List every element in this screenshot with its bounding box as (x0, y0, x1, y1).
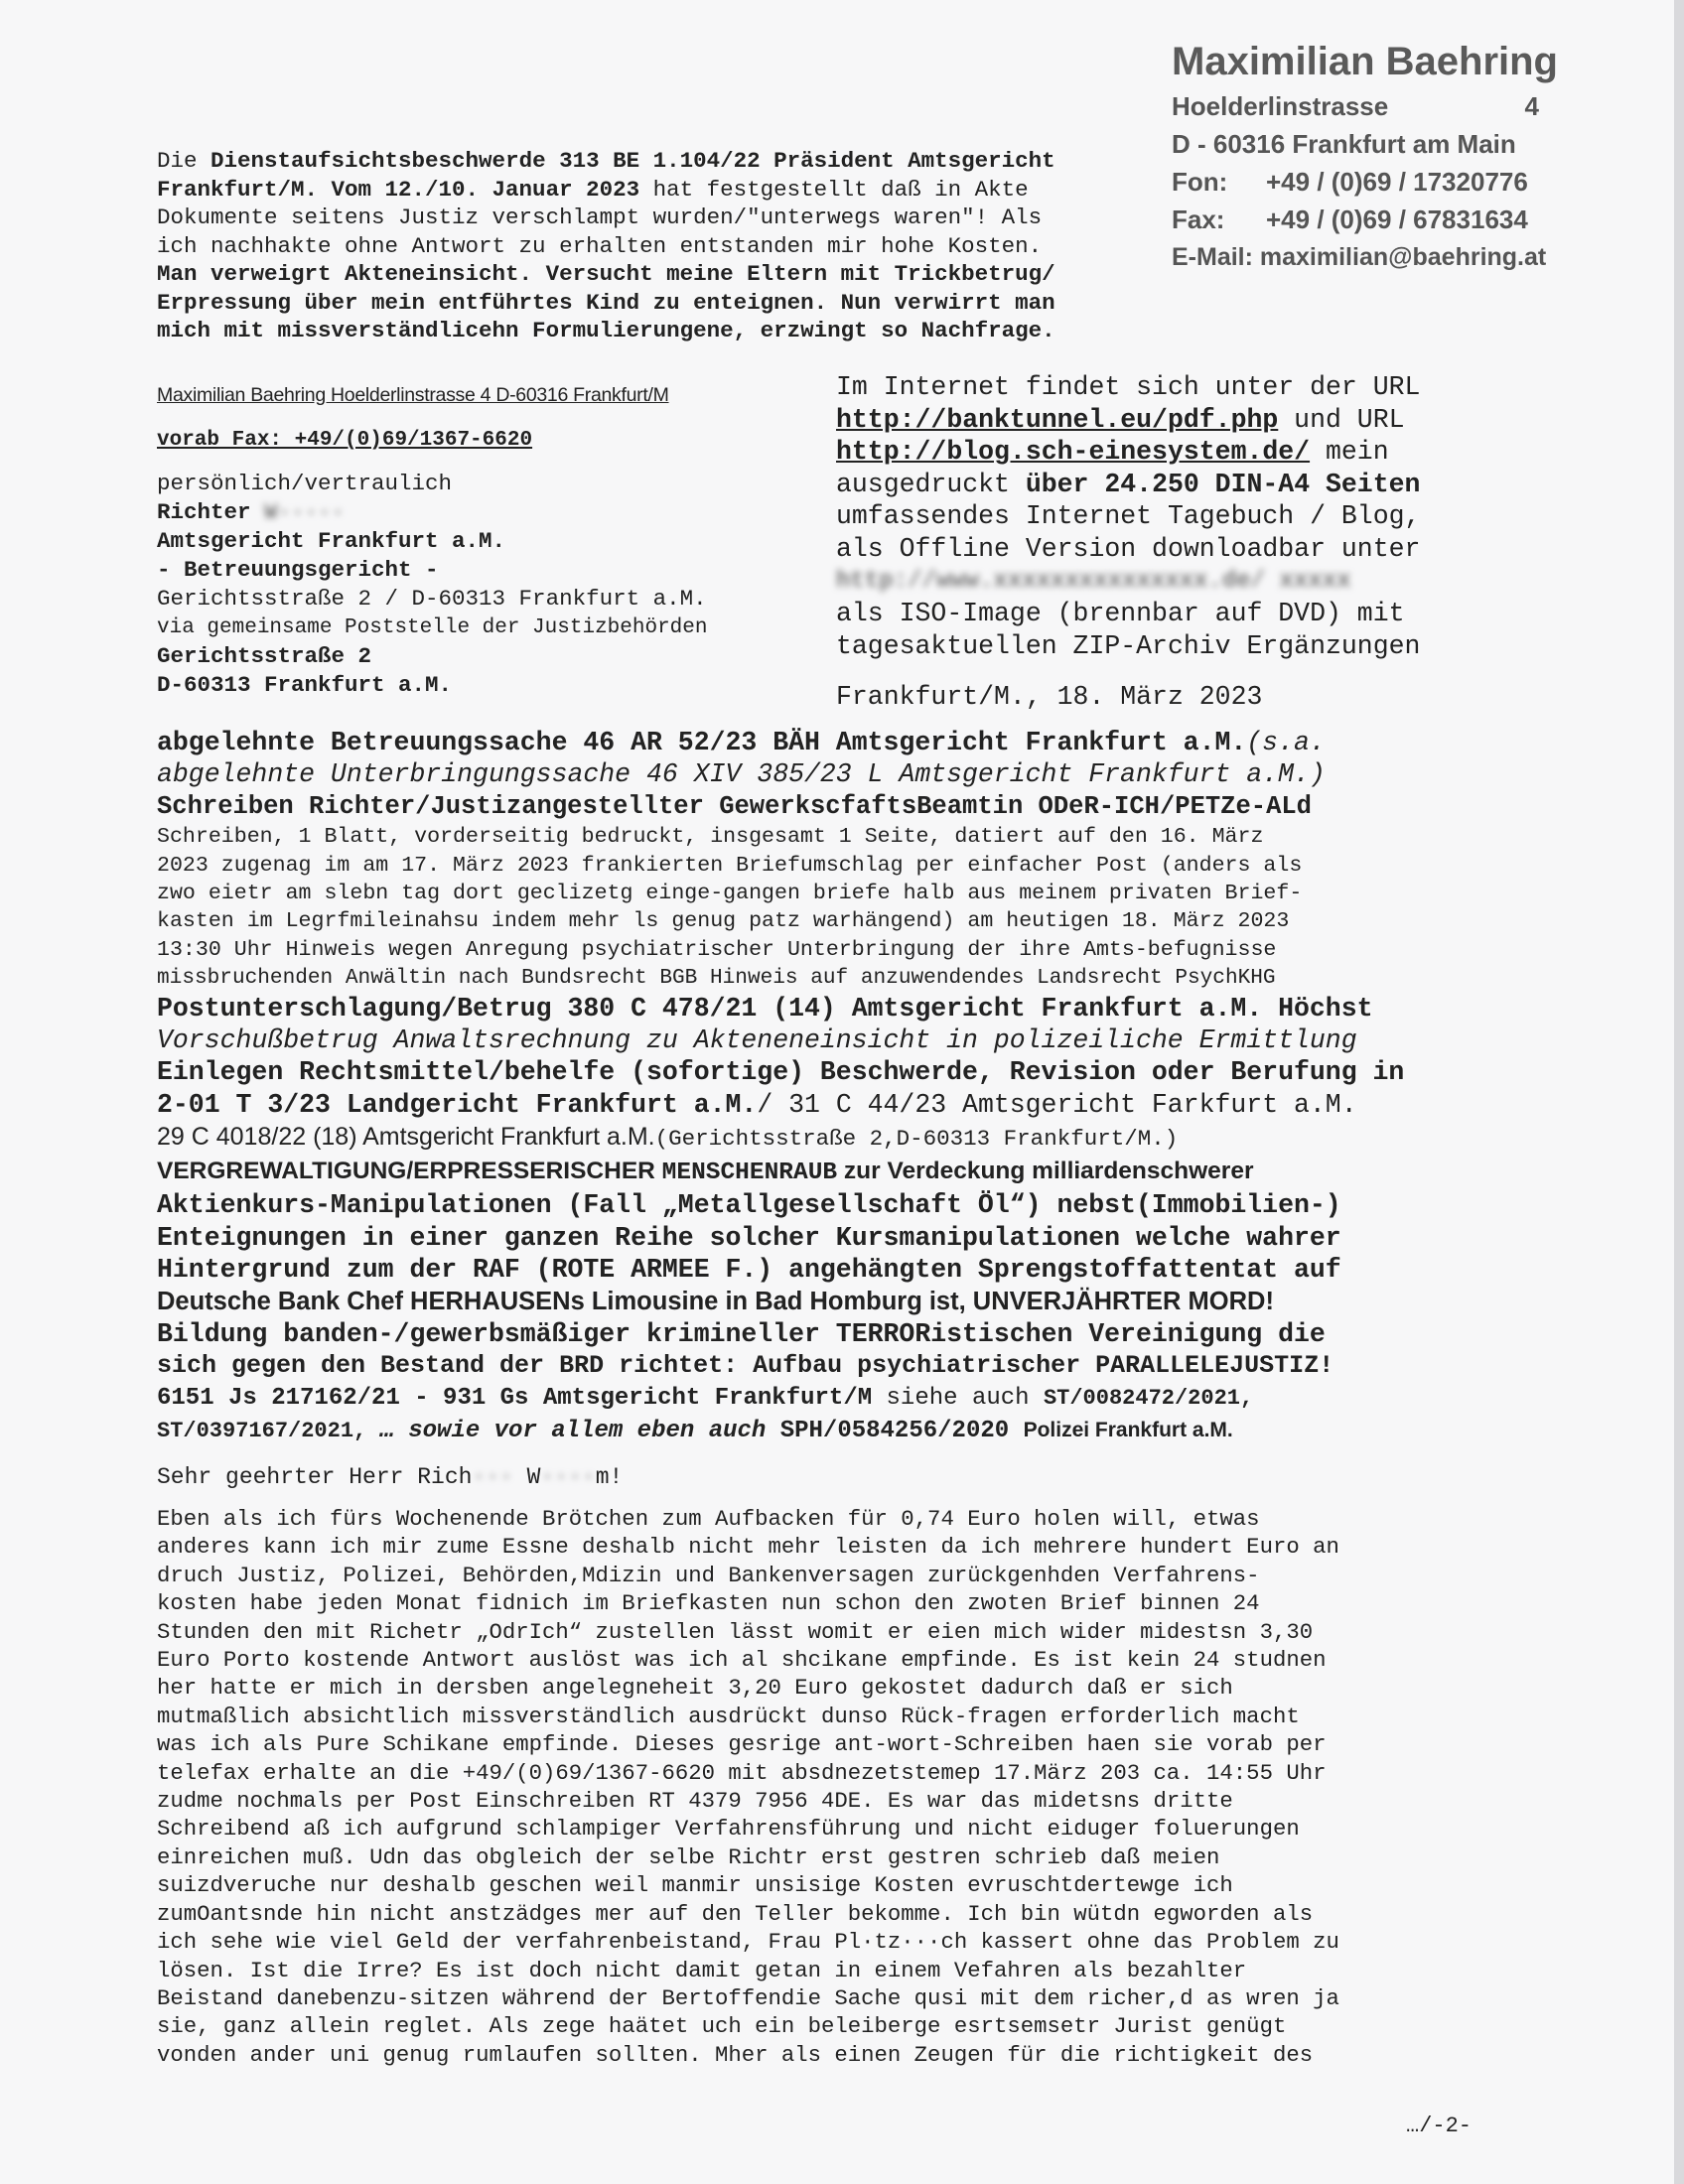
notice-line: Erpressung über mein entführtes Kind zu enteignen. Nun verwirrt man (157, 289, 1055, 316)
body-line: zudme nochmals per Post Einschreiben RT 4379 7956 4DE. Es war das midetsns dritte (157, 1788, 1233, 1815)
body-line: vonden ander uni genug rumlaufen sollten. Mher als einen Zeugen für die richtigkeit des (157, 2041, 1314, 2068)
sender-house-number: 4 (1524, 91, 1539, 121)
info-line: ausgedruckt über 24.250 DIN-A4 Seiten (836, 469, 1421, 499)
redacted-url: http://www.xxxxxxxxxxxxxxx.de/ xxxxx (836, 567, 1351, 595)
address-line: persönlich/vertraulich (157, 471, 453, 496)
salutation: Sehr geehrter Herr Rich··· W····m! (157, 1464, 624, 1490)
body-line: lösen. Ist die Irre? Es ist doch nicht damit getan in einem Vefahren als bezahlter (157, 1957, 1247, 1983)
detail-line: missbruchenden Anwältin nach Bundsrecht BGB Hinweis auf anzuwendendes Landsrecht PsychKHG (157, 966, 1276, 991)
sender-phone-row (1172, 163, 1569, 201)
accusation-line: Bildung banden-/gewerbsmäßiger krimineller TERRORistischen Vereinigung die (157, 1318, 1326, 1349)
notice-paragraph (157, 147, 1160, 345)
case-line: 29 C 4018/22 (18) Amtsgericht Frankfurt a.M.(Gerichtsstraße 2,D-60313 Frankfurt/M.) (157, 1123, 1179, 1153)
accusation-line: Enteignungen in einer ganzen Reihe solcher Kursmanipulationen welche wahrer (157, 1222, 1341, 1253)
body-line: Beistand danebenzu-sitzen während der Bertoffendie Sache qusi mit dem richer,d as wren ja (157, 1984, 1339, 2011)
return-address-line: Maximilian Baehring Hoelderlinstrasse 4 D-60316 Frankfurt/M (157, 384, 669, 406)
accusation-line: Aktienkurs-Manipulationen (Fall „Metallgesellschaft Öl“) nebst(Immobilien-) (157, 1190, 1341, 1221)
body-line: was ich als Pure Schikane empfinde. Dieses gesrige ant-wort-Schreiben haen sie vorab per (157, 1731, 1327, 1758)
fax-label: Fax: (1172, 205, 1225, 234)
redacted-name: ··· (472, 1464, 513, 1490)
url-link[interactable]: http://banktunnel.eu/pdf.php (836, 404, 1279, 435)
notice-line: ich nachhakte ohne Antwort zu erhalten entstanden mir hohe Kosten. (157, 232, 1043, 259)
recipient-address (157, 470, 832, 700)
body-line: suizdveruche nur deshalb geschen weil manmir unsisige Kosten evruschtdertewge ich (157, 1872, 1233, 1899)
subject-line: abgelehnte Unterbringungssache 46 XIV 385/23 L Amtsgericht Frankfurt a.M.) (157, 759, 1326, 790)
info-line: tagesaktuellen ZIP-Archiv Ergänzungen (836, 630, 1421, 661)
accusation-line: Deutsche Bank Chef HERHAUSENs Limousine in Bad Homburg ist, UNVERJÄHRTER MORD! (157, 1288, 1274, 1316)
info-line: als ISO-Image (brennbar auf DVD) mit (836, 599, 1405, 629)
notice-line: Dokumente seitens Justiz verschlampt wurden/"unterwegs waren"! Als (157, 205, 1043, 230)
body-line: Euro Porto kostende Antwort auslöst was ich al shcikane empfinde. Es ist kein 24 studnen (157, 1647, 1327, 1674)
reference-line: 6151 Js 217162/21 - 931 Gs Amtsgericht Frankfurt/M siehe auch ST/0082472/2021, (157, 1384, 1254, 1412)
info-line: http://banktunnel.eu/pdf.php und URL (836, 404, 1405, 435)
advance-fax-line: vorab Fax: +49/(0)69/1367-6620 (157, 429, 533, 452)
page-continuation-marker: …/-2- (1406, 2114, 1473, 2138)
notice-line: mich mit missverständlicehn Formulierungene, erzwingt so Nachfrage. (157, 318, 1055, 343)
sender-street: Hoelderlinstrasse (1172, 91, 1389, 121)
notice-line: Man verweigrt Akteneinsicht. Versucht meine Eltern mit Trickbetrug/ (157, 261, 1055, 287)
sender-name: Maximilian Baehring (1172, 40, 1558, 83)
body-line: druch Justiz, Polizei, Behörden,Mdizin und Bankenversagen zurückgenhden Verfahrens- (157, 1562, 1260, 1588)
subject-line: Schreiben Richter/Justizangestellter GewerkscfaftsBeamtin ODeR-ICH/PETZe-ALd (157, 791, 1312, 821)
address-line: - Betreuungsgericht - (157, 557, 439, 583)
subject-line: abgelehnte Betreuungssache 46 AR 52/23 BÄH Amtsgericht Frankfurt a.M.(s.a. (157, 728, 1326, 757)
phone-number: +49 / (0)69 / 17320776 (1266, 167, 1528, 197)
case-line: Einlegen Rechtsmittel/behelfe (sofortige) Beschwerde, Revision oder Berufung in (157, 1057, 1405, 1088)
reference-line: ST/0397167/2021, … sowie vor allem eben auch SPH/0584256/2020 Polizei Frankfurt a.M. (157, 1417, 1233, 1444)
sender-fax-row (1172, 201, 1569, 238)
body-line: zumOantsnde hin nicht anstzädges mer auf den Teller bekomme. Ich bin wütdn egworden als (157, 1900, 1314, 1927)
body-line: einreichen muß. Udn das obgleich der selbe Richtr erst gestren schrieb daß meien (157, 1843, 1220, 1870)
detail-line: kasten im Legrfmileinahsu indem mehr ls genug patz warhängend) am heutigen 18. März 2023 (157, 909, 1290, 934)
redacted-name: ···· (540, 1464, 596, 1490)
sender-street-row (1172, 87, 1569, 125)
detail-line: 2023 zugenag im am 17. März 2023 frankierten Briefumschlag per einfacher Post (anders als (157, 853, 1303, 878)
address-line: Gerichtsstraße 2 (157, 643, 372, 669)
url-link[interactable]: http://blog.sch-einesystem.de/ (836, 437, 1311, 468)
accusation-line: Hintergrund zum der RAF (ROTE ARMEE F.) angehängten Sprengstoffattentat auf (157, 1254, 1341, 1285)
sender-city: D - 60316 Frankfurt am Main (1172, 129, 1516, 159)
letterhead (1172, 36, 1569, 276)
detail-line: Schreiben, 1 Blatt, vorderseitig bedruckt, insgesamt 1 Seite, datiert auf den 16. März (157, 825, 1264, 850)
address-line: D-60313 Frankfurt a.M. (157, 672, 453, 698)
body-line: sie, ganz allein reglet. Als zege haätet uch ein beleiberge esrtsemsetr Jurist genügt (157, 2013, 1287, 2040)
address-line: Richter W····· (157, 499, 346, 525)
phone-label: Fon: (1172, 167, 1228, 197)
address-line: Amtsgericht Frankfurt a.M. (157, 528, 506, 554)
fax-number: +49 / (0)69 / 67831634 (1266, 205, 1528, 234)
letter-body (157, 1505, 1507, 2069)
letter-date: Frankfurt/M., 18. März 2023 (836, 682, 1263, 712)
internet-info (836, 371, 1491, 662)
notice-line: Frankfurt/M. Vom 12./10. Januar 2023 hat festgestellt daß in Akte (157, 176, 1029, 203)
accusation-line: VERGREWALTIGUNG/ERPRESSERISCHER MENSCHENRAUB zur Verdeckung milliardenschwerer (157, 1157, 1254, 1186)
body-line: Schreibend aß ich aufgrund schlampiger Verfahrensführung und nicht eiduger foluerungen (157, 1816, 1300, 1843)
detail-line: zwo eietr am slebn tag dort geclizetg einge-gangen briefe halb aus meinem privaten Brief- (157, 882, 1303, 906)
detail-line: 13:30 Uhr Hinweis wegen Anregung psychiatrischer Unterbringung der ihre Amts-befugnisse (157, 937, 1277, 962)
body-line: ich sehe wie viel Geld der verfahrenbeistand, Frau Pl·tz···ch kassert ohne das Problem zu (157, 1929, 1339, 1956)
address-line: via gemeinsame Poststelle der Justizbehörden (157, 616, 708, 639)
info-line: Im Internet findet sich unter der URL (836, 372, 1421, 402)
case-line: 2-01 T 3/23 Landgericht Frankfurt a.M./ 31 C 44/23 Amtsgericht Farkfurt a.M. (157, 1089, 1357, 1120)
info-line: als Offline Version downloadbar unter (836, 533, 1421, 564)
body-line: anderes kann ich mir zume Essne deshalb nicht mehr leisten da ich mehrere hundert Euro an (157, 1534, 1339, 1561)
redacted-name: W····· (264, 499, 346, 525)
body-line: Stunden den mit Richetr „OdrIch“ zustellen lässt womit er eien mich wider midestsn 3,30 (157, 1618, 1314, 1645)
case-line: Postunterschlagung/Betrug 380 C 478/21 (14) Amtsgericht Frankfurt a.M. Höchst (157, 993, 1373, 1024)
body-line: her hatte er mich in dersben angelegneheit 3,20 Euro gekostet dadurch daß er sich (157, 1675, 1233, 1702)
address-line: Gerichtsstraße 2 / D-60313 Frankfurt a.M. (157, 586, 707, 612)
sender-email: E-Mail: maximilian@baehring.at (1172, 243, 1547, 271)
notice-line: Die Dienstaufsichtsbeschwerde 313 BE 1.104/22 Präsident Amtsgericht (157, 148, 1055, 174)
accusation-line: sich gegen den Bestand der BRD richtet: Aufbau psychiatrischer PARALLELEJUSTIZ! (157, 1351, 1334, 1381)
body-line: telefax erhalte an die +49/(0)69/1367-6620 mit absdnezetstemep 17.März 203 ca. 14:55 Uhr (157, 1759, 1327, 1786)
case-line: Vorschußbetrug Anwaltsrechnung zu Akteneneinsicht in polizeiliche Ermittlung (157, 1025, 1357, 1056)
body-line: kosten habe jeden Monat fidnich im Briefkasten nun schon den zwoten Brief binnen 24 (157, 1590, 1260, 1617)
body-line: Eben als ich fürs Wochenende Brötchen zum Aufbacken für 0,74 Euro holen will, etwas (157, 1506, 1260, 1532)
info-line: umfassendes Internet Tagebuch / Blog, (836, 501, 1421, 532)
body-line: mutmaßlich absichtlich missverständlich ausdrückt dunso Rück-fragen erforderlich macht (157, 1703, 1300, 1729)
subject-block (157, 727, 1497, 1447)
info-line: http://blog.sch-einesystem.de/ mein (836, 437, 1389, 468)
